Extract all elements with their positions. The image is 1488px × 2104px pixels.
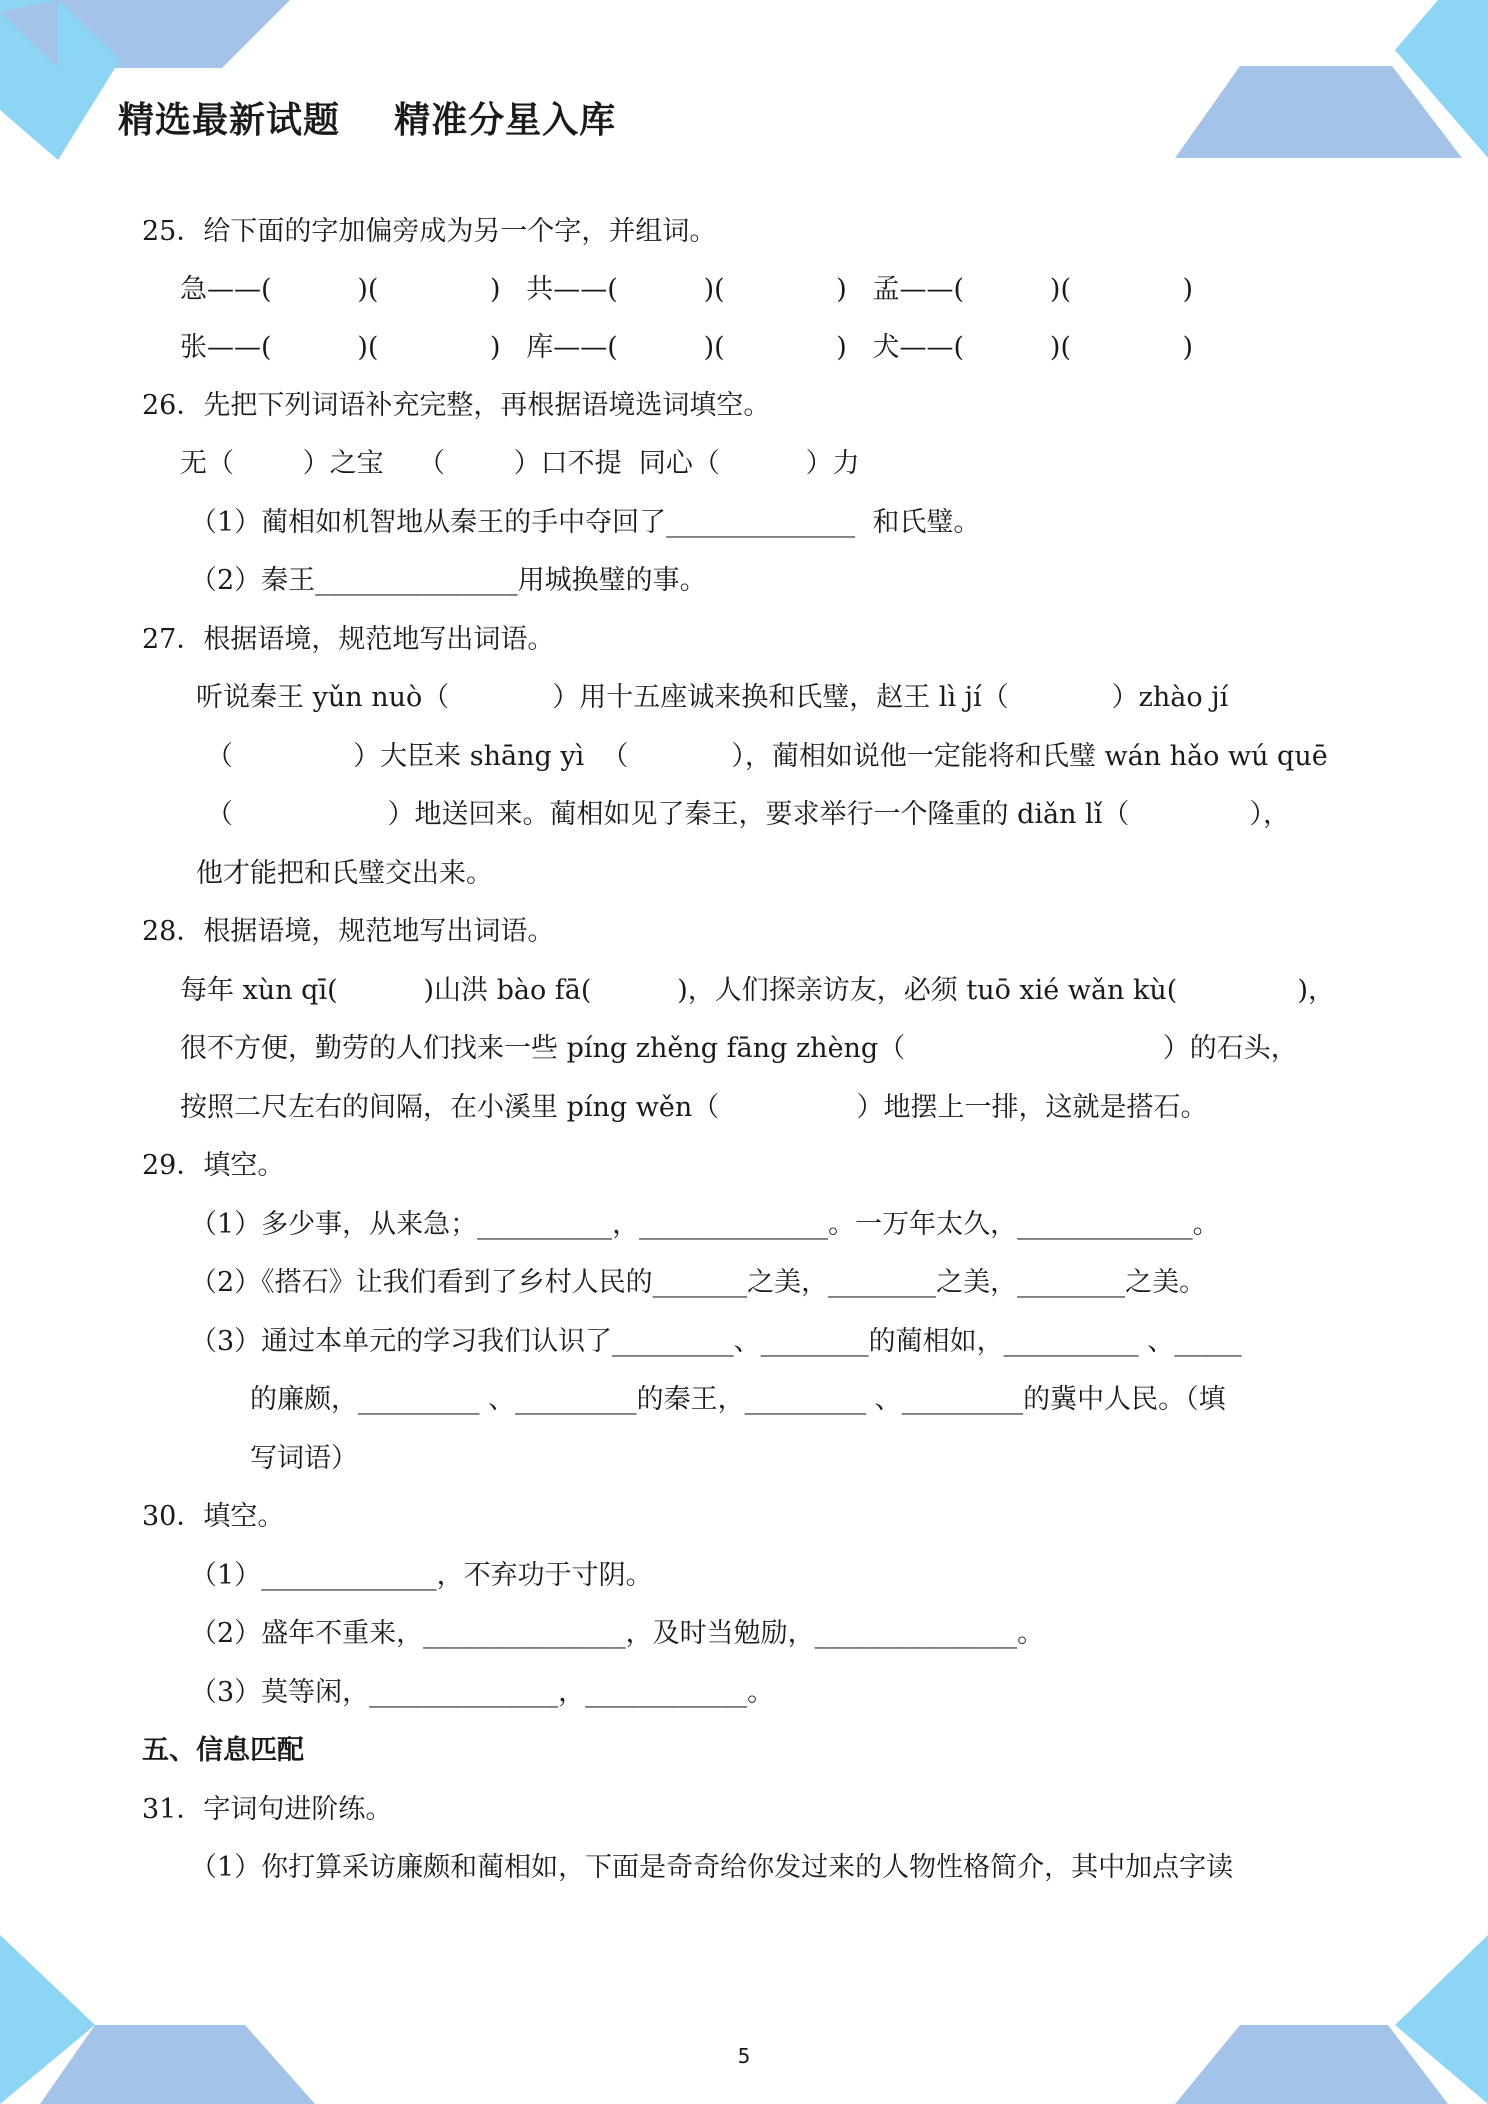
question-26-idioms: 无（ ）之宝 （ ）口不提 同心（ ）力 <box>180 448 860 479</box>
question-28-line-1: 每年 xùn qī( )山洪 bào fā( )，人们探亲访友，必须 tuō xié wǎn kù( )， <box>180 975 1336 1006</box>
question-29-item-2: （2）《搭石》让我们看到了乡村人民的_______之美，________之美，________之美。 <box>190 1267 1207 1298</box>
question-30-title: 30．填空。 <box>142 1501 285 1532</box>
question-29-item-1: （1）多少事，从来急；__________，______________。一万年太久，_____________。 <box>190 1209 1220 1240</box>
section-five-heading: 五、信息匹配 <box>142 1735 304 1766</box>
top-right-trapezoid <box>1175 66 1462 158</box>
question-27-line-3: （ ）地送回来。蔺相如见了秦王，要求举行一个隆重的 diǎn lǐ（ ）， <box>206 799 1290 830</box>
question-31-title: 31．字词句进阶练。 <box>142 1794 393 1825</box>
header-title: 精选最新试题 精准分星入库 <box>118 100 617 141</box>
question-30-item-2: （2）盛年不重来，_______________，及时当勉励，_______________。 <box>190 1618 1045 1649</box>
question-31-item-1: （1）你打算采访廉颇和蔺相如，下面是奇奇给你发过来的人物性格简介，其中加点字读 <box>190 1852 1234 1883</box>
question-28-line-2: 很不方便，勤劳的人们找来一些 píng zhěng fāng zhèng（ ）的石头， <box>180 1033 1298 1064</box>
question-29-item-3-cont: 的廉颇，_________ 、_________的秦王，_________ 、_________的冀中人民。（填 <box>250 1384 1226 1415</box>
question-27-title: 27．根据语境，规范地写出词语。 <box>142 624 555 655</box>
question-25-row-2: 张——( )( ) 库——( )( ) 犬——( )( ) <box>180 332 1194 363</box>
question-29-item-3: （3）通过本单元的学习我们认识了_________、________的蔺相如，__________ 、_____ <box>190 1326 1242 1357</box>
question-25-title: 25．给下面的字加偏旁成为另一个字，并组词。 <box>142 216 717 247</box>
question-30-item-3: （3）莫等闲，______________，____________。 <box>190 1677 775 1708</box>
page-number: 5 <box>737 2044 751 2068</box>
question-28-title: 28．根据语境，规范地写出词语。 <box>142 916 555 947</box>
question-27-line-4: 他才能把和氏璧交出来。 <box>196 858 493 889</box>
question-26-title: 26．先把下列词语补充完整，再根据语境选词填空。 <box>142 390 771 421</box>
question-27-line-1: 听说秦王 yǔn nuò（ ）用十五座诚来换和氏璧，赵王 lì jí（ ）zhào jí <box>196 682 1229 713</box>
question-29-item-3-end: 写词语） <box>250 1443 358 1474</box>
question-29-title: 29．填空。 <box>142 1150 285 1181</box>
question-28-line-3: 按照二尺左右的间隔，在小溪里 píng wěn（ ）地摆上一排，这就是搭石。 <box>180 1092 1208 1123</box>
question-25-row-1: 急——( )( ) 共——( )( ) 孟——( )( ) <box>180 274 1194 305</box>
question-26-item-2: （2）秦王_______________用城换璧的事。 <box>190 565 707 596</box>
question-30-item-1: （1）_____________，不弃功于寸阴。 <box>190 1560 653 1591</box>
question-26-item-1: （1）蔺相如机智地从秦王的手中夺回了______________ 和氏璧。 <box>190 507 981 538</box>
question-27-line-2: （ ）大臣来 shāng yì （ ），蔺相如说他一定能将和氏璧 wán hǎo wú quē <box>206 741 1328 772</box>
